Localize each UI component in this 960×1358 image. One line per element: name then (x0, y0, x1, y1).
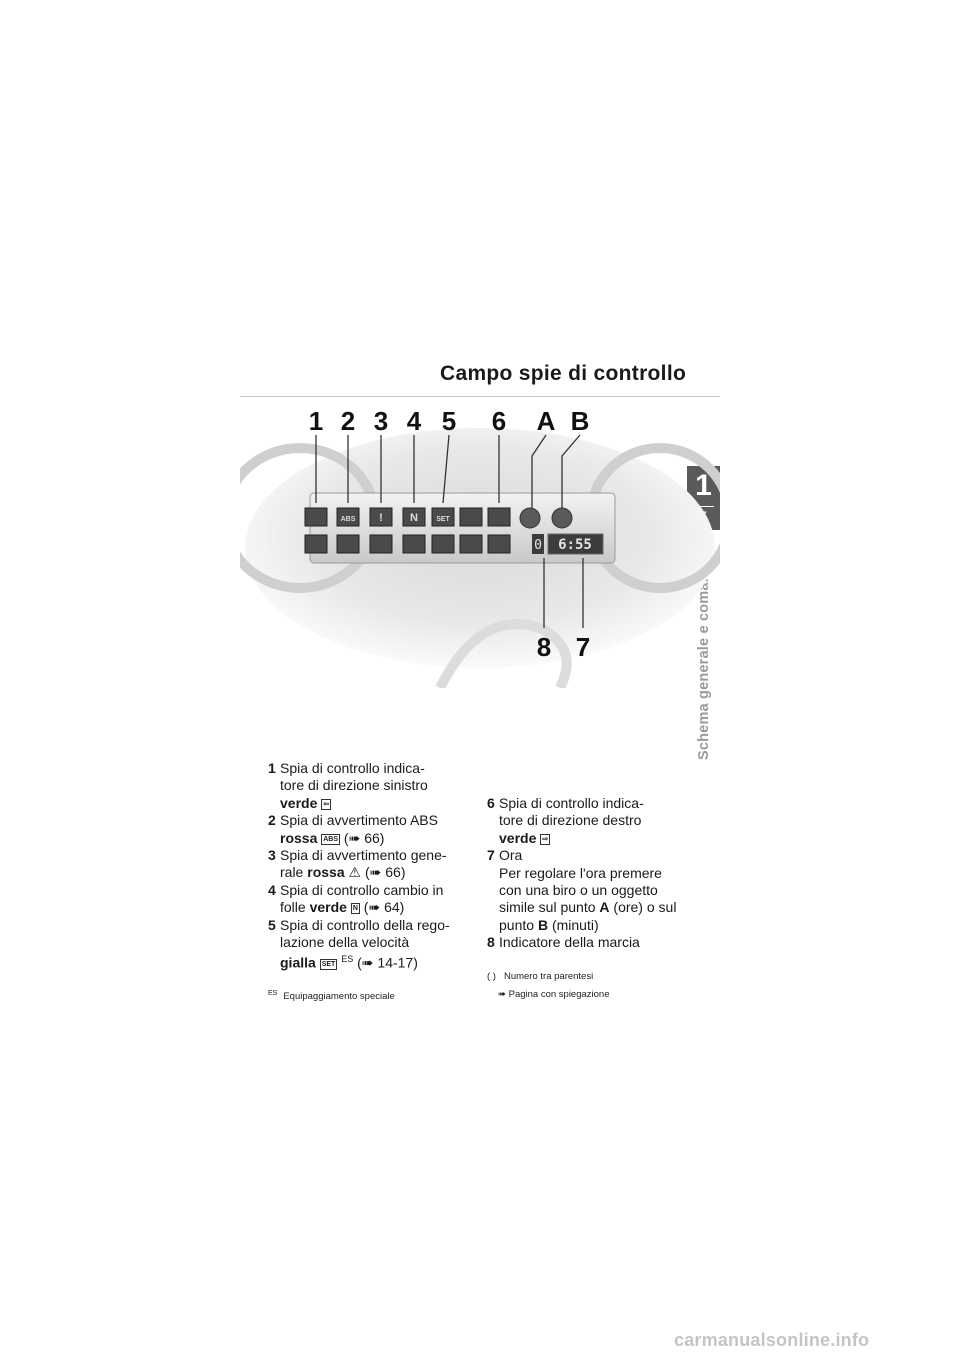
item-number: 7 (487, 847, 495, 864)
warning-lamp (460, 508, 482, 526)
page-ref-arrow-icon: ➠ (361, 955, 374, 972)
clock-button-a (520, 508, 540, 528)
legend-left-column (268, 760, 478, 973)
item-number: 5 (268, 916, 276, 933)
neutral-icon: N (352, 905, 358, 913)
item-text: Spia di controllo cambio in folle verde N (➠ 64) (280, 881, 444, 916)
footnote-special-equipment: $^{ES}$ Equipaggiamento speciale (268, 990, 395, 1003)
gear-display-value: 0 (534, 538, 542, 553)
callout-label: A (536, 406, 556, 436)
set-icon: SET (321, 961, 336, 969)
indicator-lamp (403, 535, 425, 553)
list-item (487, 847, 697, 934)
title-rule (240, 396, 720, 397)
list-item (268, 812, 478, 847)
warning-triangle-icon: ⚠ (348, 864, 362, 881)
warning-lamp-symbol: ! (379, 512, 383, 524)
item-text: Ora Per regolare l'ora premere con una biro o un oggetto simile sul punto A (ore) o sul punto B (minuti) (499, 847, 677, 933)
callout-label: 5 (441, 406, 457, 436)
callout-label: 8 (536, 632, 552, 662)
page-ref-arrow-icon: ➠ (348, 829, 361, 846)
warning-lamp-symbol: SET (436, 516, 450, 523)
item-text: Indicatore della marcia (499, 934, 640, 951)
item-number: 6 (487, 795, 495, 811)
indicator-lamp (337, 535, 359, 553)
page-ref-arrow-icon: ➠ (498, 989, 506, 1000)
indicator-lamp (305, 535, 327, 553)
arrow-right-icon: ⇨ (542, 835, 549, 843)
item-number: 1 (268, 760, 276, 776)
indicator-lamp (488, 535, 510, 553)
list-item (268, 882, 478, 917)
item-number: 4 (268, 881, 276, 898)
list-item (487, 795, 697, 847)
callout-label: 7 (575, 632, 591, 662)
list-item (268, 847, 478, 882)
indicator-lamp (460, 535, 482, 553)
list-item (268, 760, 478, 812)
clock-display-value: 6:55 (558, 537, 592, 553)
warning-lamp-symbol: ABS (340, 516, 356, 523)
callout-label: 1 (308, 406, 324, 436)
warning-lamp (488, 508, 510, 526)
page-title: Campo spie di controllo (440, 362, 687, 385)
indicator-lamp (370, 535, 392, 553)
warning-lamp (305, 508, 327, 526)
item-number: 8 (487, 934, 495, 951)
section-label: Schema generale e comandi (696, 559, 712, 761)
warning-lamp-symbol: N (410, 512, 418, 524)
indicator-lamp (432, 535, 454, 553)
footnote-page: ➠ Pagina con spiegazione (498, 989, 610, 1000)
instrument-panel-figure (240, 398, 720, 688)
callout-label: 6 (491, 406, 507, 436)
watermark: carmanualsonline.info (674, 1330, 870, 1350)
legend-right-column (487, 795, 697, 952)
item-number: 3 (268, 847, 276, 864)
callout-label: 4 (406, 406, 422, 436)
arrow-left-icon: ⇦ (323, 800, 330, 808)
list-item (268, 917, 478, 973)
callout-label: 3 (373, 406, 389, 436)
item-number: 2 (268, 812, 276, 829)
item-text: Spia di controllo della rego- lazione della velocità gialla SET $^{ES}$ (➠ 14-17) (280, 916, 450, 972)
chapter-number: 1 (695, 469, 712, 502)
page-ref-arrow-icon: ➠ (368, 899, 381, 916)
footnote-parentheses: ( ) Numero tra parentesi (487, 971, 594, 982)
callout-label: 2 (340, 406, 356, 436)
item-text: Spia di avvertimento ABS rossa ABS (➠ 66) (280, 812, 438, 846)
item-text: Spia di controllo indica- tore di direzione sinistro verde ⇦ (280, 760, 428, 811)
clock-button-b (552, 508, 572, 528)
callout-label: B (570, 406, 590, 436)
item-text: Spia di controllo indica- tore di direzione destro verde ⇨ (499, 795, 644, 846)
page-ref-arrow-icon: ➠ (369, 864, 382, 881)
item-text: Spia di avvertimento gene- rale rossa ⚠ (➠ 66) (280, 847, 447, 881)
abs-icon: ABS (323, 835, 339, 843)
list-item (487, 934, 697, 951)
